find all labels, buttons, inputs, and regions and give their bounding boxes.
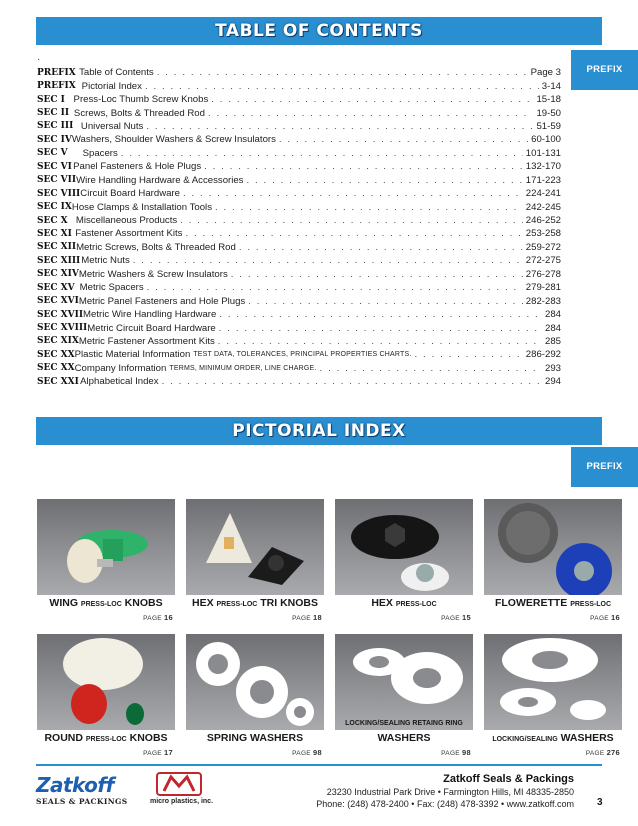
toc-leader (239, 242, 523, 253)
toc-section: SEC III (37, 121, 74, 132)
toc-row (37, 335, 561, 348)
zatkoff-logo: Zatkoff (36, 773, 114, 797)
toc-leader (246, 175, 522, 186)
toc-page: 259-272 (525, 241, 561, 253)
product-caption: WING PRESS-LOC KNOBS (49, 597, 163, 609)
toc-title: Metric Fastener Assortment Kits (78, 335, 215, 347)
toc-title: Wire Handling Hardware & Accessories (76, 174, 244, 186)
toc-title: Screws, Bolts & Threaded Rod (73, 107, 205, 119)
product-photo (186, 499, 324, 595)
toc-leader (180, 215, 523, 226)
product-photo (37, 634, 175, 730)
pictorial-banner: PICTORIAL INDEX (36, 417, 602, 445)
toc-row (37, 268, 561, 281)
toc-title: Panel Fasteners & Hole Plugs (73, 161, 202, 173)
toc-section: SEC XIII (37, 255, 81, 266)
page-number: 3 (597, 797, 603, 808)
toc-section: SEC XIX (37, 336, 79, 347)
product-page-ref: PAGE 18 (292, 613, 322, 622)
toc-page: 15-18 (536, 94, 561, 106)
toc-section: SEC I (37, 94, 65, 105)
toc-row (37, 93, 561, 106)
toc-section: SEC VI (37, 161, 72, 172)
product-page-ref: PAGE 16 (590, 613, 620, 622)
toc-page: 51-59 (536, 120, 561, 132)
toc-page: 279-281 (525, 282, 561, 294)
toc-row (37, 241, 561, 254)
toc-title: Table of Contents (79, 67, 154, 79)
toc-section: SEC X (37, 215, 68, 226)
toc-title: Company Information (74, 362, 167, 374)
product-page-ref: PAGE 98 (292, 748, 322, 757)
toc-title: Metric Wire Handling Hardware (83, 309, 217, 321)
product-page-ref: PAGE 16 (143, 613, 173, 622)
toc-row (37, 120, 561, 133)
toc-row (37, 227, 561, 240)
toc-leader (121, 148, 523, 159)
product-card (186, 499, 326, 629)
product-photo (484, 634, 622, 730)
toc-page: 285 (544, 335, 561, 347)
product-photo (186, 634, 324, 730)
product-photo (335, 634, 473, 730)
toc-leader (211, 94, 533, 105)
toc-row (37, 147, 561, 160)
toc-row (37, 160, 561, 173)
product-caption: HEX PRESS-LOC (371, 597, 437, 609)
toc-page: 282-283 (525, 295, 561, 307)
toc-leader (231, 269, 523, 280)
toc-page: 294 (544, 376, 561, 388)
product-card (186, 634, 326, 764)
toc-page: 253-258 (525, 228, 561, 240)
toc-note: TERMS, MINIMUM ORDER, LINE CHARGE. (169, 364, 317, 372)
toc-leader (204, 161, 523, 172)
toc-page: 3-14 (541, 80, 561, 92)
toc-row (37, 187, 561, 200)
toc-leader (157, 67, 528, 78)
toc-title: Hose Clamps & Installation Tools (71, 201, 212, 213)
micro-plastics-logo (156, 772, 202, 796)
toc-section: SEC XV (37, 282, 75, 293)
toc-leader (279, 134, 528, 145)
toc-page: Page 3 (530, 67, 561, 79)
toc-title: Circuit Board Hardware (80, 188, 180, 200)
toc-leader (185, 228, 522, 239)
product-card (37, 634, 177, 764)
toc-list (37, 66, 561, 389)
toc-title: Metric Circuit Board Hardware (87, 322, 216, 334)
product-photo (335, 499, 473, 595)
toc-leader (183, 188, 523, 199)
toc-title: Metric Screws, Bolts & Threaded Rod (76, 241, 236, 253)
toc-section: PREFIX (37, 81, 76, 92)
toc-note: TEST DATA, TOLERANCES, PRINCIPAL PROPERTIES CHARTS. (193, 351, 412, 359)
toc-leader (415, 349, 523, 360)
product-page-ref: PAGE 98 (441, 748, 471, 757)
toc-section: PREFIX (37, 67, 76, 78)
toc-section: SEC IX (37, 202, 72, 213)
product-caption: HEX PRESS-LOC TRI KNOBS (191, 597, 319, 609)
product-page-ref: PAGE 15 (441, 613, 471, 622)
toc-title: Fastener Assortment Kits (75, 228, 183, 240)
toc-section: SEC XVII (37, 309, 84, 320)
toc-row (37, 321, 561, 334)
toc-page: 242-245 (525, 201, 561, 213)
toc-row (37, 308, 561, 321)
toc-row (37, 375, 561, 388)
product-caption: FLOWERETTE PRESS-LOC (494, 597, 612, 609)
toc-section: SEC XII (37, 242, 77, 253)
toc-row (37, 200, 561, 213)
toc-leader (320, 363, 542, 374)
product-caption: LOCKING/SEALING WASHERS (492, 732, 614, 744)
toc-leader (133, 255, 523, 266)
toc-section: SEC XVI (37, 296, 79, 307)
toc-page: 101-131 (525, 147, 561, 159)
toc-section: SEC XIV (37, 269, 79, 280)
toc-row (37, 214, 561, 227)
product-card (484, 634, 624, 764)
prefix-tab: PREFIX (571, 50, 638, 90)
company-name: Zatkoff Seals & Packings (443, 773, 574, 785)
product-caption-pre: LOCKING/SEALING RETAING RING (345, 720, 463, 727)
product-page-ref: PAGE 17 (143, 748, 173, 757)
toc-leader (219, 323, 542, 334)
toc-section: SEC XXI (37, 376, 79, 387)
toc-title: Metric Panel Fasteners and Hole Plugs (78, 295, 246, 307)
product-card (37, 499, 177, 629)
product-photo (484, 499, 622, 595)
toc-leader (248, 296, 523, 307)
toc-page: 293 (544, 362, 561, 374)
footer-divider (36, 764, 602, 766)
toc-page: 60-100 (531, 134, 561, 146)
toc-leader (145, 81, 539, 92)
product-card (484, 499, 624, 629)
product-photo (37, 499, 175, 595)
toc-leader (147, 282, 523, 293)
toc-row (37, 79, 561, 92)
toc-section: SEC XVIII (37, 323, 88, 334)
toc-leader (219, 309, 542, 320)
bullet-mark: · (37, 54, 41, 65)
toc-page: 272-275 (525, 255, 561, 267)
product-caption: SPRING WASHERS (206, 732, 304, 744)
toc-leader (208, 108, 534, 119)
toc-page: 246-252 (525, 215, 561, 227)
micro-plastics-logo-icon (158, 774, 200, 794)
toc-page: 19-50 (536, 107, 561, 119)
toc-leader (146, 121, 533, 132)
product-page-ref: PAGE 276 (585, 748, 620, 757)
product-caption: ROUND PRESS-LOC KNOBS (44, 732, 168, 744)
toc-row (37, 294, 561, 307)
toc-title: Plastic Material Information (74, 349, 191, 361)
toc-row (37, 66, 561, 79)
zatkoff-logo-sub: SEALS & PACKINGS (36, 797, 128, 806)
toc-title: Spacers (82, 147, 118, 159)
toc-title: Metric Spacers (79, 282, 144, 294)
toc-page: 276-278 (525, 268, 561, 280)
product-card (335, 634, 475, 764)
toc-page: 171-223 (525, 174, 561, 186)
toc-section: SEC XX (37, 363, 75, 374)
toc-leader (218, 336, 542, 347)
toc-section: SEC VIII (37, 188, 81, 199)
toc-title: Alphabetical Index (80, 376, 159, 388)
toc-row (37, 362, 561, 375)
toc-row (37, 254, 561, 267)
micro-plastics-logo-sub: micro plastics, inc. (150, 798, 214, 805)
toc-section: SEC XX (37, 349, 75, 360)
toc-row (37, 281, 561, 294)
toc-page: 284 (544, 322, 561, 334)
toc-leader (215, 202, 523, 213)
toc-row (37, 348, 561, 361)
company-address: 23230 Industrial Park Drive • Farmington Hills, MI 48335-2850 (326, 787, 574, 797)
toc-section: SEC V (37, 148, 68, 159)
toc-page: 286-292 (525, 349, 561, 361)
toc-title: Miscellaneous Products (75, 215, 178, 227)
toc-row (37, 106, 561, 119)
prefix-tab-2: PREFIX (571, 447, 638, 487)
toc-title: Universal Nuts (80, 120, 144, 132)
toc-section: SEC IV (37, 134, 72, 145)
toc-title: Pictorial Index (81, 80, 142, 92)
company-phone: Phone: (248) 478-2400 • Fax: (248) 478-3392 • www.zatkoff.com (316, 799, 574, 809)
product-caption: WASHERS (377, 732, 431, 744)
toc-section: SEC VII (37, 175, 77, 186)
product-card (335, 499, 475, 629)
toc-title: Metric Washers & Screw Insulators (78, 268, 228, 280)
toc-title: Metric Nuts (81, 255, 130, 267)
toc-section: SEC XI (37, 228, 72, 239)
toc-section: SEC II (37, 108, 70, 119)
toc-title: Washers, Shoulder Washers & Screw Insulators (71, 134, 276, 146)
toc-banner: TABLE OF CONTENTS (36, 17, 602, 45)
toc-row (37, 174, 561, 187)
toc-title: Press-Loc Thumb Screw Knobs (73, 94, 209, 106)
toc-page: 284 (544, 309, 561, 321)
toc-row (37, 133, 561, 146)
toc-page: 132-170 (525, 161, 561, 173)
toc-page: 224-241 (525, 188, 561, 200)
toc-leader (162, 376, 542, 387)
